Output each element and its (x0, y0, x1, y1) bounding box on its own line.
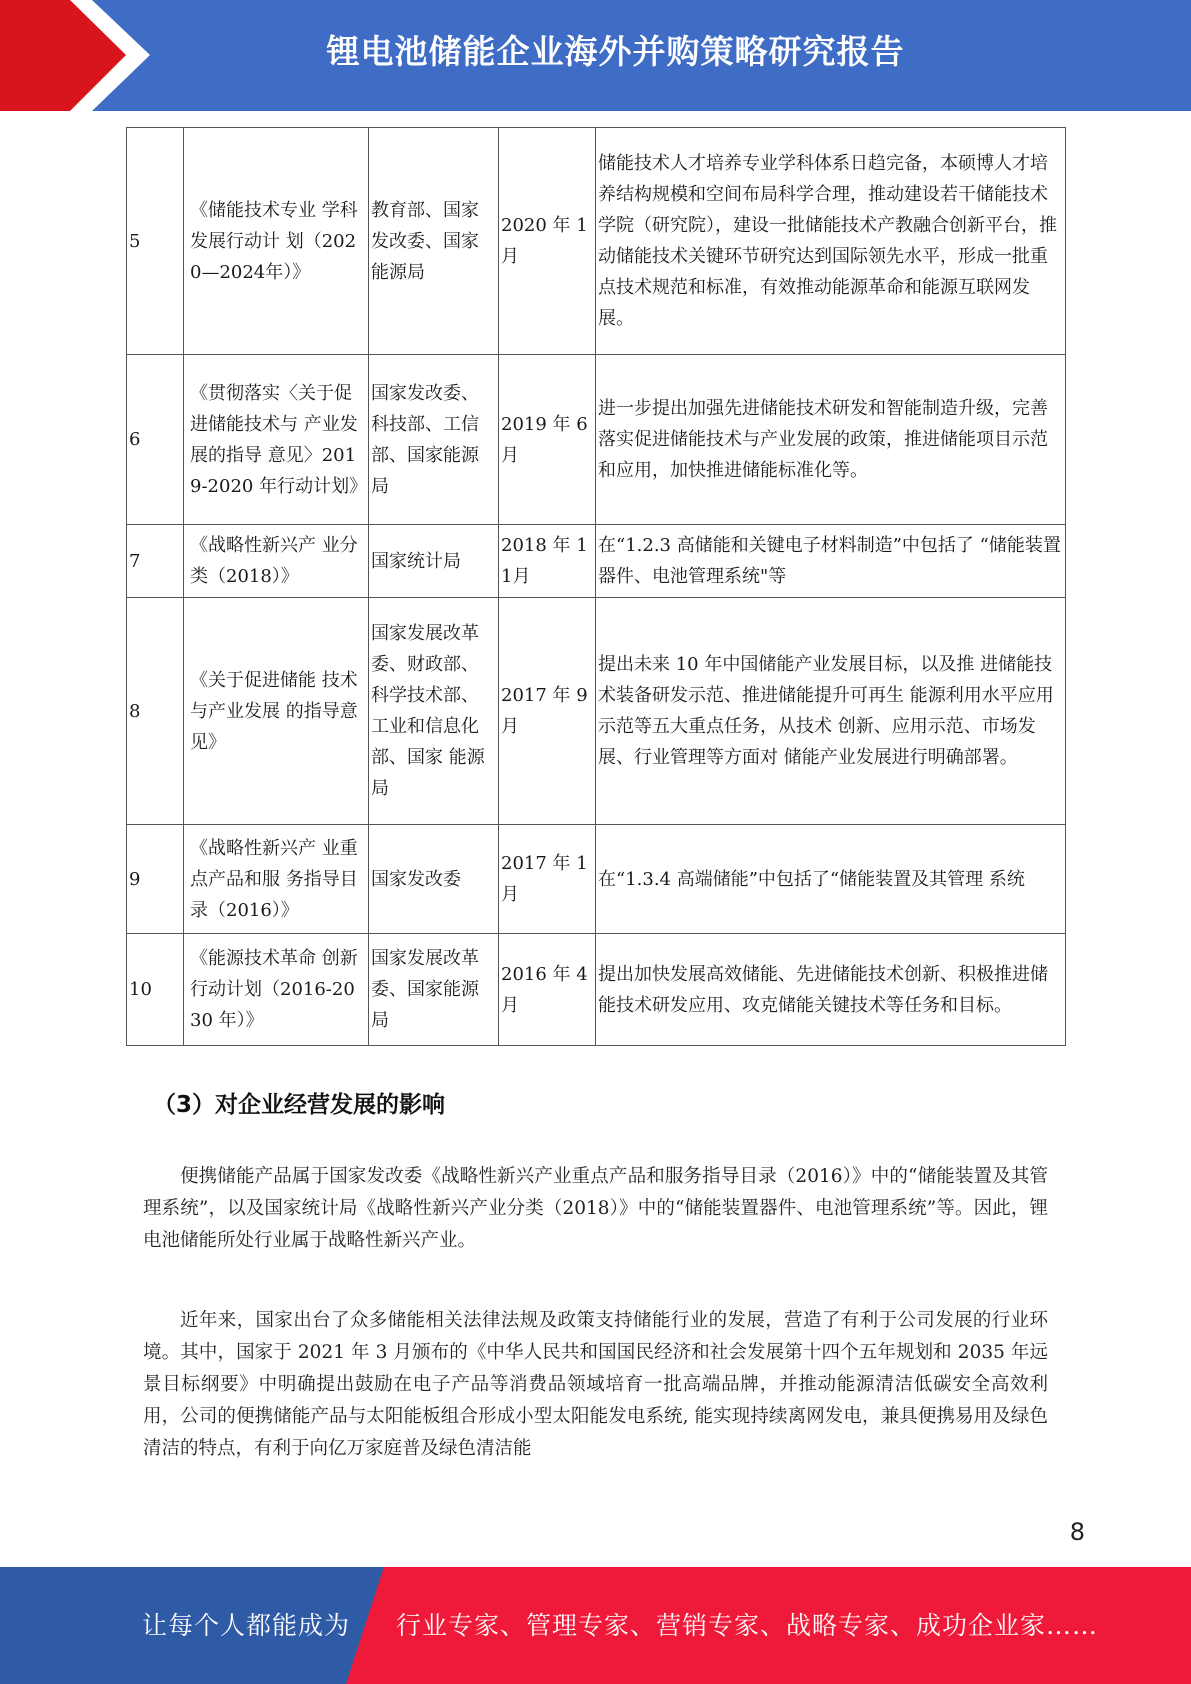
table-row (127, 525, 1066, 598)
policy-content: 提出未来 10 年中国储能产业发展目标，以及推 进储能技术装备研发示范、推进储能提升可再生 能源利用水平应用示范等五大重点任务，从技术 创新、应用示范、市场发展、行业管理等方面对 储能产业发展进行明确部署。 (596, 598, 1066, 825)
page-header (0, 0, 1191, 111)
issuing-department: 国家发展改革委、国家能源局 (369, 934, 499, 1046)
policy-content: 储能技术人才培养专业学科体系日趋完备，本硕博人才培养结构规模和空间布局科学合理，推动建设若干储能技术学院（研究院），建设一批储能技术产教融合创新平台，推动储能技术关键环节研究达到国际领先水平，形成一批重点技术规范和标准，有效推动能源革命和能源互联网发展。 (596, 128, 1066, 355)
row-number: 7 (127, 525, 184, 598)
table-row (127, 934, 1066, 1046)
policy-content: 提出加快发展高效储能、先进储能技术创新、积极推进储能技术研发应用、攻克储能关键技术等任务和目标。 (596, 934, 1066, 1046)
row-number: 9 (127, 825, 184, 934)
issue-date: 2018 年 11月 (499, 525, 596, 598)
issue-date: 2017 年 9月 (499, 598, 596, 825)
issue-date: 2020 年 1月 (499, 128, 596, 355)
policy-name: 《战略性新兴产 业分类（2018）》 (184, 525, 369, 598)
table-row (127, 128, 1066, 355)
report-title: 锂电池储能企业海外并购策略研究报告 (326, 32, 905, 71)
table-row (127, 355, 1066, 525)
body-paragraph: 近年来，国家出台了众多储能相关法律法规及政策支持储能行业的发展，营造了有利于公司发展的行业环境。其中，国家于 2021 年 3 月颁布的《中华人民共和国国民经济和社会发展第十四个五年规划和 2035 年远景目标纲要》中明确提出鼓励在电子产品等消费品领域培育一批高端品牌，并推动能源清洁低碳安全高效利用，公司的便携储能产品与太阳能板组合形成小型太阳能发电系统, 能实现持续离网发电，兼具便携易用及绿色清洁的特点，有利于向亿万家庭普及绿色清洁能 (143, 1310, 1048, 1459)
issue-date: 2017 年 1月 (499, 825, 596, 934)
body-paragraph: 便携储能产品属于国家发改委《战略性新兴产业重点产品和服务指导目录（2016）》中的“储能装置及其管理系统”，以及国家统计局《战略性新兴产业分类（2018）》中的“储能装置器件、电池管理系统”等。因此，锂电池储能所处行业属于战略性新兴产业。 (143, 1166, 1048, 1251)
policy-name: 《贯彻落实〈关于促进储能技术与 产业发展的指导 意见〉2019-2020 年行动计划》 (184, 355, 369, 525)
issuing-department: 教育部、国家发改委、国家能源局 (369, 128, 499, 355)
row-number: 5 (127, 128, 184, 355)
table-row (127, 825, 1066, 934)
row-number: 10 (127, 934, 184, 1046)
section-heading: （3）对企业经营发展的影响 (153, 1092, 446, 1118)
page-footer (0, 1567, 1191, 1684)
issuing-department: 国家发改委、科技部、工信部、国家能源局 (369, 355, 499, 525)
issue-date: 2016 年 4月 (499, 934, 596, 1046)
table-row (127, 598, 1066, 825)
footer-slogan-left: 让每个人都能成为 (142, 1611, 351, 1640)
row-number: 8 (127, 598, 184, 825)
page-number: 8 (1069, 1518, 1085, 1546)
policy-content: 在“1.2.3 高储能和关键电子材料制造”中包括了 “储能装置器件、电池管理系统"等 (596, 525, 1066, 598)
policy-content: 在“1.3.4 高端储能”中包括了“储能装置及其管理 系统 (596, 825, 1066, 934)
policy-content: 进一步提出加强先进储能技术研发和智能制造升级，完善落实促进储能技术与产业发展的政策，推进储能项目示范和应用，加快推进储能标准化等。 (596, 355, 1066, 525)
row-number: 6 (127, 355, 184, 525)
issuing-department: 国家发改委 (369, 825, 499, 934)
policy-name: 《关于促进储能 技术与产业发展 的指导意见》 (184, 598, 369, 825)
policy-name: 《战略性新兴产 业重点产品和服 务指导目录（2016）》 (184, 825, 369, 934)
footer-slogan-right: 行业专家、管理专家、营销专家、战略专家、成功企业家…… (396, 1611, 1099, 1640)
issue-date: 2019 年 6月 (499, 355, 596, 525)
issuing-department: 国家发展改革委、财政部、科学技术部、工业和信息化部、国家 能源局 (369, 598, 499, 825)
policy-name: 《储能技术专业 学科发展行动计 划（2020—2024年）》 (184, 128, 369, 355)
policy-name: 《能源技术革命 创新行动计划（2016-2030 年）》 (184, 934, 369, 1046)
policy-table (126, 127, 1066, 1046)
issuing-department: 国家统计局 (369, 525, 499, 598)
